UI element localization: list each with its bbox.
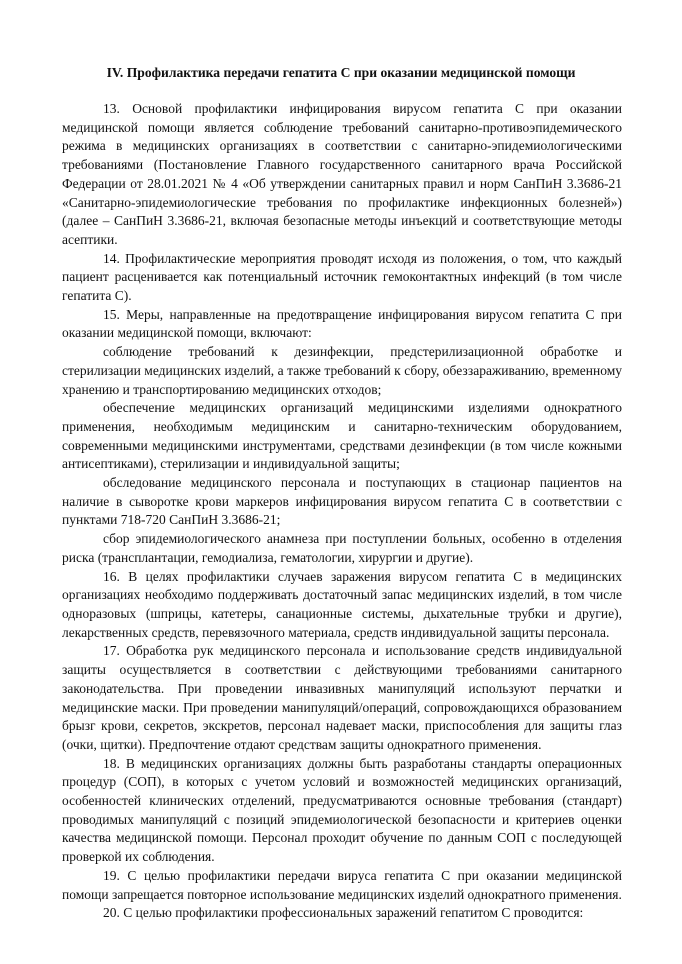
paragraph-19: 19. С целью профилактики передачи вируса гепатита С при оказании медицинской помощи запрещается повторное использование медицинских изделий однократного применения.	[62, 867, 622, 902]
paragraph-16: 16. В целях профилактики случаев заражения вирусом гепатита С в медицинских организациях необходимо поддерживать достаточный запас медицинских изделий, в том числе одноразовых (шприцы, катетеры, санационные системы, дыхательные трубки и другие), лекарственных средств, перевязочного материала, средств индивидуальной защиты персонала.	[62, 568, 622, 640]
paragraph-15: 15. Меры, направленные на предотвращение инфицирования вирусом гепатита С при оказании медицинской помощи, включают:	[62, 306, 622, 341]
section-title: IV. Профилактика передачи гепатита С при оказании медицинской помощи	[106, 65, 576, 80]
list-item-supplies: обеспечение медицинских организаций медицинскими изделиями однократного применения, необходимым медицинским и санитарно-техническим оборудованием, современными медицинскими инструментами, средствами дезинфекции (в том числе кожными антисептиками), стерилизации и индивидуальной защиты;	[62, 400, 622, 472]
list-item-disinfection: соблюдение требований к дезинфекции, предстерилизационной обработке и стерилизации медицинских изделий, а также требований к сбору, обеззараживанию, временному хранению и транспортированию медицинских отходов;	[62, 344, 622, 397]
paragraph-14: 14. Профилактические мероприятия проводят исходя из положения, о том, что каждый пациент расценивается как потенциальный источник гемоконтактных инфекций (в том числе гепатита С).	[62, 250, 622, 304]
list-item-anamnesis: сбор эпидемиологического анамнеза при поступлении больных, особенно в отделения риска (трансплантации, гемодиализа, гематологии, хирургии и другие).	[62, 531, 622, 565]
paragraph-17: 17. Обработка рук медицинского персонала и использование средств индивидуальной защиты осуществляется в соответствии с действующими требованиями санитарного законодательства. При проведении инвазивных манипуляций используют перчатки и медицинские маски. При проведении манипуляций/операций, сопровождающихся образованием брызг крови, секретов, экскретов, персонал надевает маски, приспособления для защиты глаз (очки, щитки). Предпочтение отдают средствам защиты однократного применения.	[62, 643, 622, 752]
paragraph-18: 18. В медицинских организациях должны быть разработаны стандарты операционных процедур (СОП), в которых с учетом условий и возможностей медицинских организаций, особенностей клинических отделений, предусматриваются основные требования (стандарт) проводимых манипуляций с позиций эпидемиологической безопасности и критериев оценки качества медицинской помощи. Персонал проходит обучение по данным СОП с последующей проверкой их соблюдения.	[62, 755, 622, 865]
paragraph-13: 13. Основой профилактики инфицирования вирусом гепатита С при оказании медицинской помощи является соблюдение требований санитарно-противоэпидемического режима в медицинских организациях в соответствии с санитарно-эпидемиологическими требованиями (Постановление Главного государственного санитарного врача Российской Федерации от 28.01.2021 № 4 «Об утверждении санитарных правил и норм СанПиН 3.3686-21 «Санитарно-эпидемиологические требования по профилактике инфекционных болезней») (далее – СанПиН 3.3686-21, включая безопасные методы инъекций и соответствующие методы асептики.	[62, 101, 622, 247]
paragraph-20: 20. С целью профилактики профессиональных заражений гепатитом С проводится:	[103, 905, 584, 921]
list-item-screening: обследование медицинского персонала и поступающих в стационар пациентов на наличие в сыворотке крови маркеров инфицирования вирусом гепатита С в соответствии с пунктами 718-720 СанПиН 3.3686-21;	[62, 475, 622, 528]
document-body	[62, 100, 622, 923]
